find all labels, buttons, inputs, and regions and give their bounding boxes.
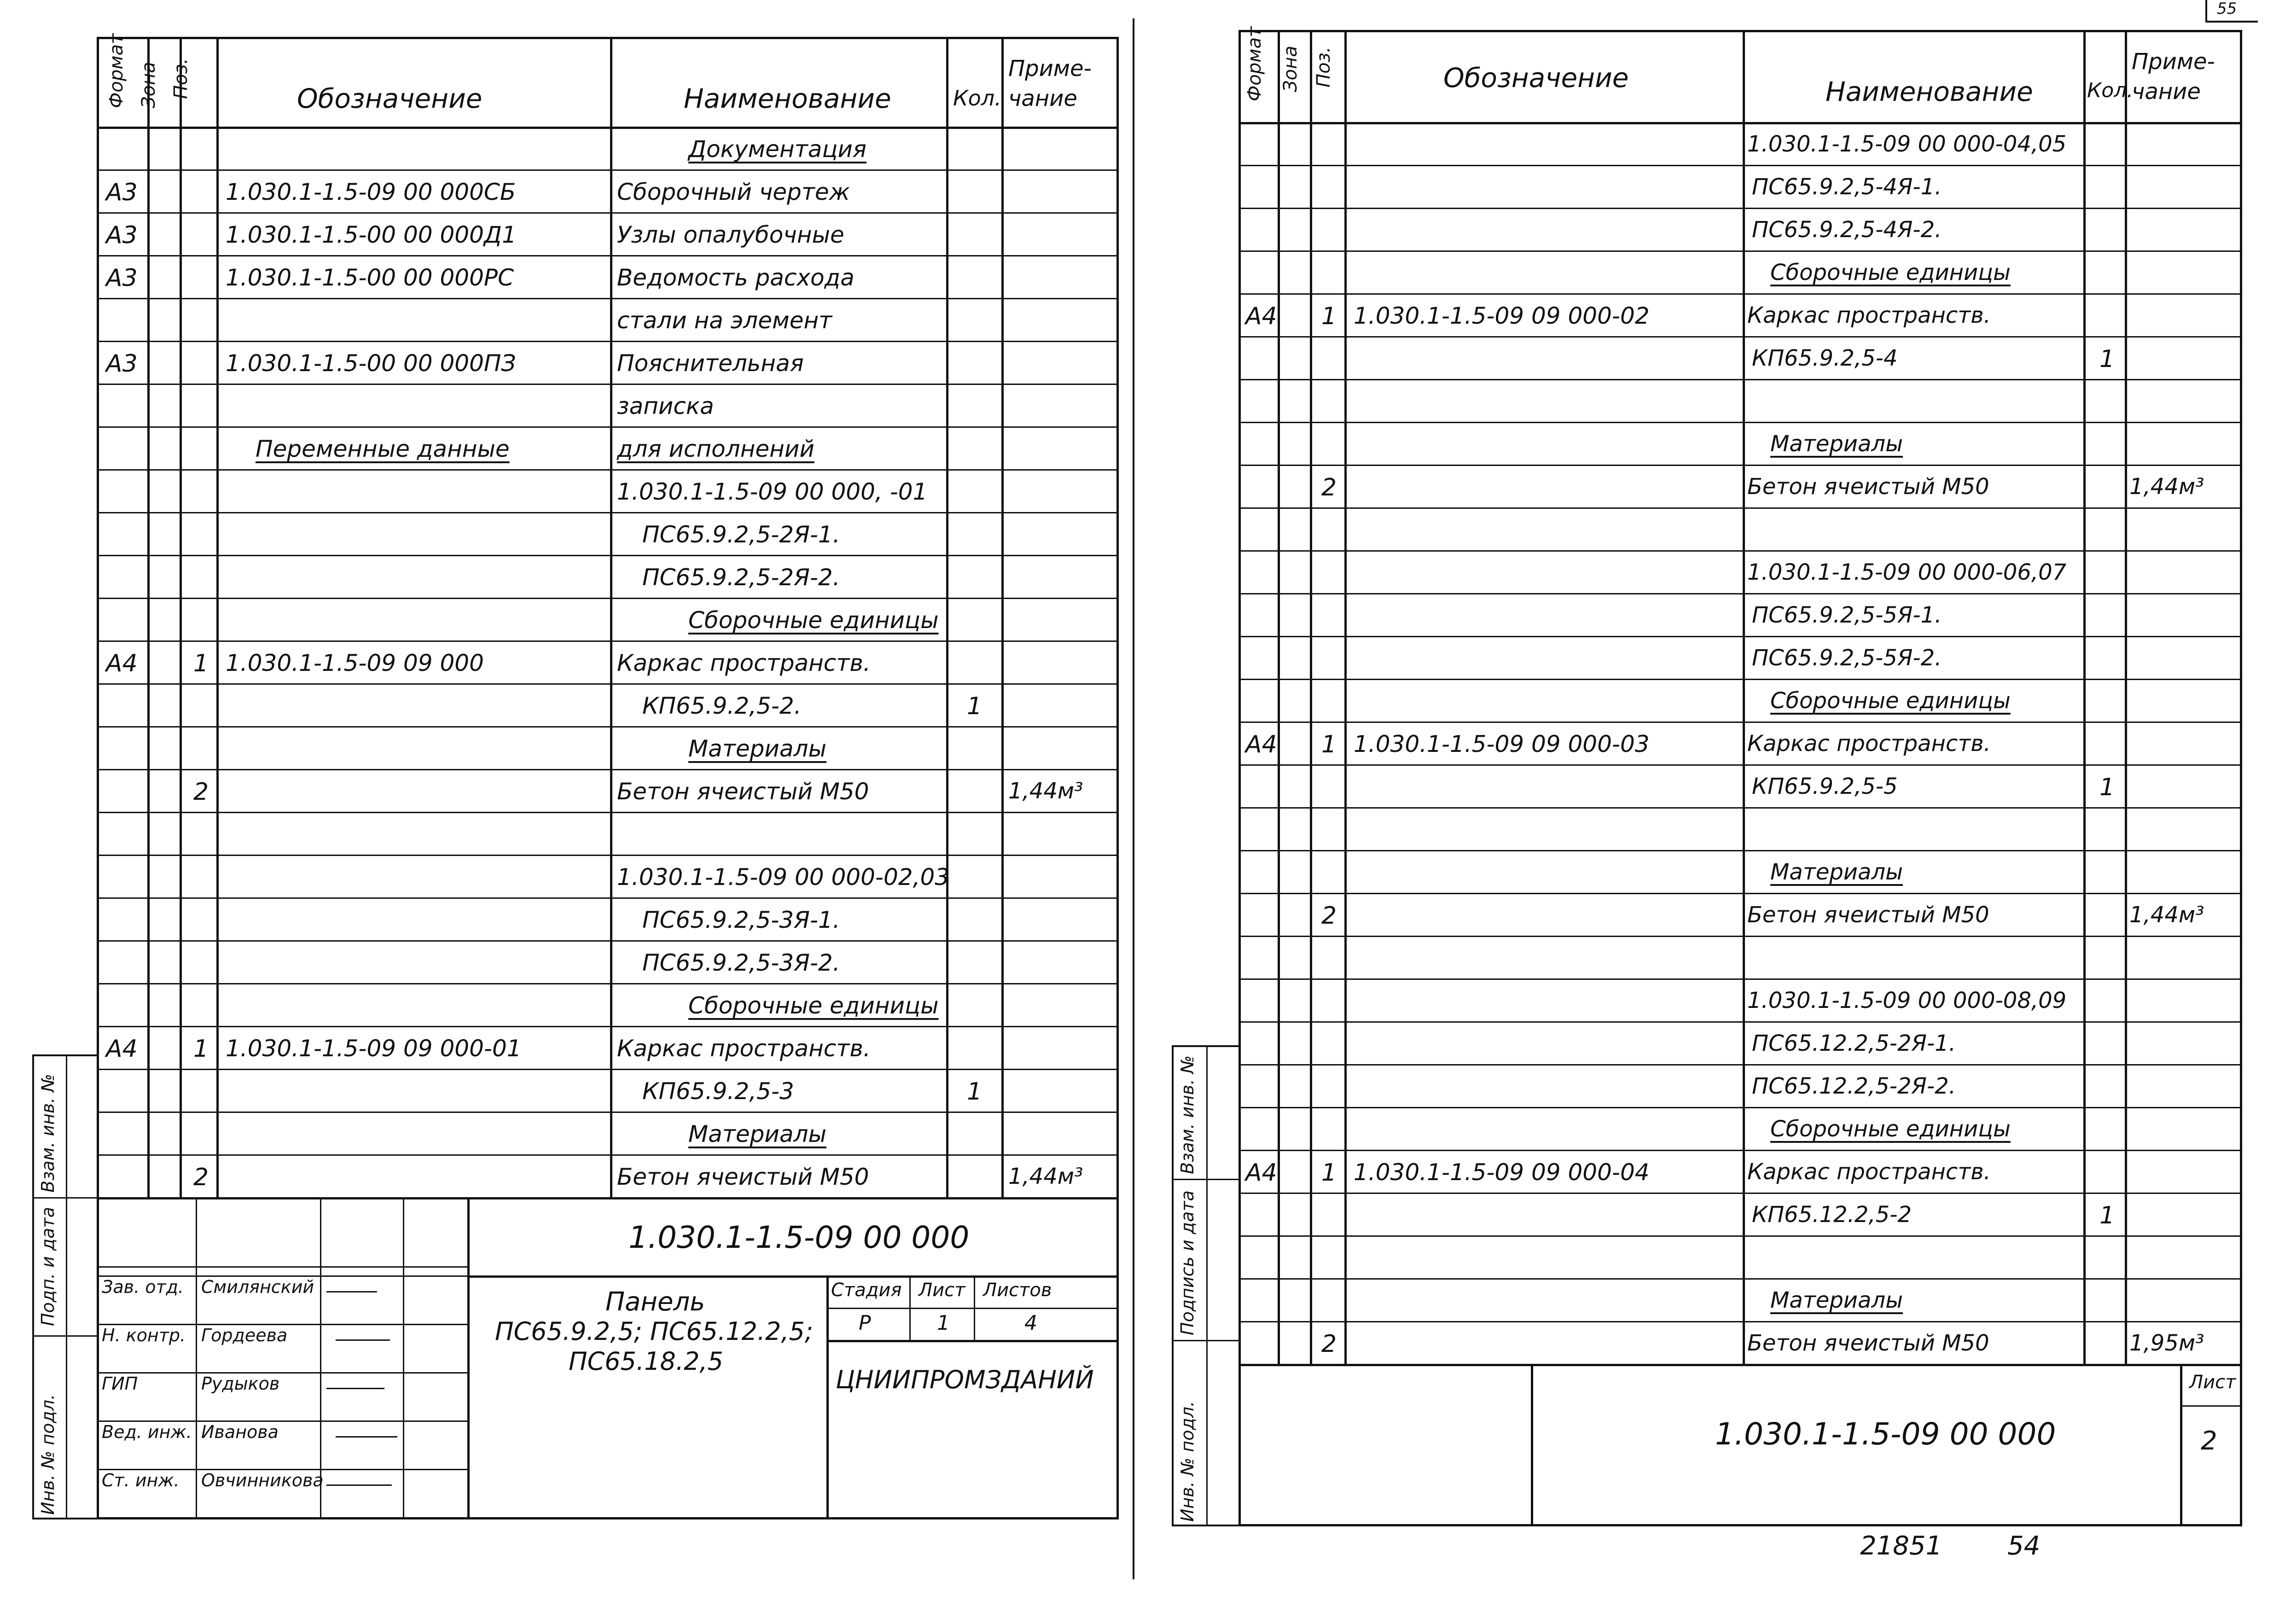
- signature-mark: [335, 1327, 396, 1341]
- column-line: [2083, 32, 2086, 1364]
- rule-line: [99, 127, 1116, 129]
- cell-name: Сборочные единицы: [1770, 688, 2011, 714]
- column-line: [2180, 1364, 2182, 1524]
- sheets-value: 4: [1024, 1311, 1037, 1335]
- signature-mark: [326, 1279, 383, 1292]
- signer-role: Ст. инж.: [102, 1470, 180, 1490]
- header-format: Формат: [106, 33, 127, 108]
- cell-name: КП65.9.2,5-2.: [642, 693, 802, 719]
- cell-pos: 1: [1321, 1159, 1337, 1187]
- page-number-top: 55: [2217, 0, 2237, 18]
- cell-name: ПС65.12.2,5-2Я-1.: [1752, 1030, 1956, 1056]
- cell-designation: 1.030.1-1.5-09 09 000-01: [226, 1035, 522, 1062]
- cell-pos: 2: [193, 1164, 209, 1191]
- header-qty: Кол.: [953, 86, 1001, 111]
- rule-line: [99, 341, 1116, 342]
- cell-name: Бетон ячеистый М50: [1747, 1330, 1989, 1356]
- cell-format: А4: [1245, 1159, 1277, 1187]
- header-pos: Поз.: [1313, 47, 1334, 87]
- cell-name: КП65.12.2,5-2: [1752, 1202, 1912, 1228]
- rule-line: [1241, 1235, 2240, 1237]
- cell-name: Каркас пространств.: [617, 650, 871, 676]
- rule-line: [1241, 807, 2240, 809]
- cell-name: КП65.9.2,5-3: [642, 1078, 794, 1105]
- signer-name: Гордеева: [201, 1325, 288, 1345]
- cell-name: Бетон ячеистый М50: [1747, 902, 1989, 928]
- rule-line: [1241, 1321, 2240, 1322]
- cell-name: ПС65.9.2,5-3Я-2.: [642, 949, 840, 976]
- center-divider: [1133, 18, 1134, 1579]
- signer-name: Овчинникова: [201, 1470, 324, 1490]
- header-qty: Кол.: [2087, 79, 2134, 102]
- cell-name: 1.030.1-1.5-09 00 000-06,07: [1747, 559, 2067, 585]
- rule-line: [99, 469, 1116, 471]
- cell-pos: 1: [1321, 303, 1337, 330]
- cell-name: Пояснительная: [617, 350, 804, 377]
- cell-name: для исполнений: [617, 436, 814, 462]
- rule-line: [1241, 593, 2240, 594]
- header-zone: Зона: [138, 62, 159, 108]
- column-line: [1531, 1364, 1533, 1524]
- header-name: Наименование: [684, 83, 891, 114]
- rule-line: [99, 855, 1116, 856]
- cell-note: 1,95м³: [2129, 1330, 2204, 1356]
- cell-note: 1,44м³: [1008, 778, 1083, 804]
- rule-line: [1241, 850, 2240, 851]
- cell-note: 1,44м³: [2129, 474, 2204, 500]
- cell-name: стали на элемент: [617, 307, 832, 334]
- cell-designation: Переменные данные: [256, 436, 510, 462]
- cell-name: Материалы: [688, 735, 826, 762]
- column-line: [2125, 32, 2127, 1364]
- cell-name: ПС65.9.2,5-4Я-2.: [1752, 217, 1942, 243]
- signature-mark: [335, 1424, 403, 1438]
- rule-line: [99, 640, 1116, 642]
- cell-name: Материалы: [1770, 859, 1903, 885]
- rule-line: [99, 897, 1116, 899]
- archive-number: 21851: [1860, 1531, 1942, 1561]
- column-line: [826, 1275, 829, 1517]
- cell-format: А3: [106, 350, 138, 378]
- cell-designation: 1.030.1-1.5-09 09 000-03: [1354, 731, 1650, 757]
- signer-role: Н. контр.: [102, 1325, 186, 1345]
- signer-role: Зав. отд.: [102, 1277, 184, 1297]
- cell-format: А3: [106, 179, 138, 206]
- cell-designation: 1.030.1-1.5-09 09 000-04: [1354, 1159, 1650, 1186]
- column-line: [320, 1197, 321, 1517]
- cell-name: КП65.9.2,5-5: [1752, 774, 1898, 799]
- cell-pos: 1: [1321, 731, 1337, 758]
- cell-name: записка: [617, 393, 714, 419]
- rule-line: [2180, 1405, 2240, 1407]
- rule-line: [1241, 936, 2240, 937]
- title-line: ПС65.9.2,5; ПС65.12.2,5;: [495, 1317, 814, 1346]
- rule-line: [99, 1026, 1116, 1027]
- rule-line: [99, 812, 1116, 813]
- cell-name: Бетон ячеистый М50: [1747, 474, 1989, 500]
- rule-line: [826, 1308, 1116, 1309]
- right-side-label-sign: Подпись и дата: [1177, 1190, 1198, 1335]
- cell-designation: 1.030.1-1.5-00 00 000РС: [226, 264, 514, 291]
- rule-line: [467, 1275, 1116, 1278]
- cell-name: Документация: [688, 136, 866, 163]
- footer-sheet-label: Лист: [2189, 1372, 2236, 1393]
- rule-line: [1241, 293, 2240, 295]
- cell-name: Каркас пространств.: [1747, 303, 1991, 328]
- cell-name: Материалы: [1770, 431, 1903, 457]
- rule-line: [99, 1154, 1116, 1156]
- rule-line: [99, 426, 1116, 428]
- column-line: [467, 1197, 470, 1517]
- rule-line: [99, 769, 1116, 770]
- cell-name: Бетон ячеистый М50: [617, 1164, 869, 1190]
- rule-line: [1241, 636, 2240, 637]
- cell-name: Сборочные единицы: [1770, 260, 2011, 285]
- right-side-label-inv: Инв. № подл.: [1177, 1401, 1198, 1522]
- cell-name: ПС65.9.2,5-2Я-2.: [642, 564, 840, 591]
- header-format: Формат: [1244, 26, 1265, 101]
- cell-pos: 1: [193, 1035, 209, 1063]
- left-sheet: [97, 33, 1119, 1519]
- cell-format: А4: [106, 1035, 138, 1063]
- stage-label: Стадия: [831, 1280, 902, 1301]
- cell-qty: 1: [2099, 1202, 2115, 1229]
- cell-name: Каркас пространств.: [1747, 731, 1991, 757]
- rule-line: [99, 598, 1116, 599]
- sheet-label: Лист: [919, 1280, 965, 1301]
- rule-line: [99, 1112, 1116, 1113]
- signer-role: ГИП: [102, 1374, 138, 1394]
- cell-name: 1.030.1-1.5-09 00 000-04,05: [1747, 131, 2067, 157]
- cell-format: А3: [106, 264, 138, 292]
- cell-name: Материалы: [1770, 1287, 1903, 1313]
- rule-line: [1241, 893, 2240, 894]
- rule-line: [1241, 679, 2240, 680]
- rule-line: [99, 1197, 1116, 1199]
- title-doc-number: 1.030.1-1.5-09 00 000: [628, 1220, 970, 1255]
- rule-line: [99, 512, 1116, 513]
- header-zone: Зона: [1280, 46, 1301, 92]
- cell-note: 1,44м³: [2129, 902, 2204, 928]
- rule-line: [1241, 465, 2240, 466]
- signer-name: Смилянский: [201, 1277, 314, 1297]
- signer-role: Вед. инж.: [102, 1422, 192, 1442]
- rule-line: [1241, 507, 2240, 509]
- rule-line: [1241, 165, 2240, 166]
- cell-qty: 1: [2099, 345, 2115, 373]
- header-note: чание: [1008, 86, 1077, 111]
- footer-sheet-value: 2: [2201, 1426, 2217, 1456]
- signer-name: Рудыков: [201, 1374, 280, 1394]
- rule-line: [1241, 550, 2240, 552]
- cell-name: Сборочные единицы: [688, 607, 939, 634]
- cell-designation: 1.030.1-1.5-00 00 000ПЗ: [226, 350, 516, 377]
- column-line: [1310, 32, 1312, 1364]
- rule-line: [1241, 336, 2240, 338]
- cell-format: А4: [1245, 303, 1277, 330]
- rule-line: [1241, 122, 2240, 124]
- header-note: Приме-: [1008, 56, 1092, 81]
- rule-line: [1241, 1107, 2240, 1108]
- cell-name: ПС65.12.2,5-2Я-2.: [1752, 1073, 1956, 1099]
- header-designation: Обозначение: [1443, 62, 1629, 93]
- rule-line: [1241, 978, 2240, 980]
- rule-line: [99, 940, 1116, 942]
- cell-name: Каркас пространств.: [617, 1035, 871, 1062]
- cell-name: Сборочные единицы: [688, 992, 939, 1019]
- rule-line: [1241, 1021, 2240, 1023]
- signer-name: Иванова: [201, 1422, 279, 1442]
- rule-line: [1241, 1364, 2240, 1366]
- rule-line: [99, 255, 1116, 256]
- rule-line: [99, 1069, 1116, 1070]
- cell-qty: 1: [2099, 774, 2115, 801]
- column-line: [1344, 32, 1347, 1364]
- rule-line: [1241, 1150, 2240, 1151]
- rule-line: [1241, 250, 2240, 252]
- cell-name: Каркас пространств.: [1747, 1159, 1991, 1185]
- cell-name: 1.030.1-1.5-09 00 000-08,09: [1747, 988, 2067, 1013]
- rule-line: [99, 555, 1116, 556]
- title-line: ПС65.18.2,5: [569, 1347, 723, 1376]
- stage-value: Р: [859, 1311, 871, 1335]
- column-line: [196, 1197, 197, 1517]
- cell-pos: 2: [1321, 474, 1337, 501]
- cell-name: ПС65.9.2,5-3Я-1.: [642, 907, 840, 933]
- cell-name: Сборочный чертеж: [617, 179, 850, 205]
- cell-name: КП65.9.2,5-4: [1752, 345, 1898, 371]
- cell-name: Бетон ячеистый М50: [617, 778, 869, 805]
- header-designation: Обозначение: [297, 83, 483, 114]
- title-line: Панель: [605, 1287, 705, 1317]
- cell-name: ПС65.9.2,5-4Я-1.: [1752, 174, 1942, 200]
- cell-designation: 1.030.1-1.5-09 09 000-02: [1354, 303, 1650, 329]
- rule-line: [1241, 422, 2240, 423]
- cell-format: А4: [106, 650, 138, 677]
- rule-line: [99, 983, 1116, 984]
- footer-doc-number: 1.030.1-1.5-09 00 000: [1715, 1416, 2056, 1452]
- rule-line: [1241, 379, 2240, 380]
- sheets-label: Листов: [983, 1280, 1052, 1301]
- rule-line: [1241, 764, 2240, 766]
- column-line: [1278, 32, 1280, 1364]
- cell-name: Узлы опалубочные: [617, 221, 844, 248]
- cell-name: 1.030.1-1.5-09 00 000, -01: [617, 478, 928, 505]
- rule-line: [1241, 722, 2240, 723]
- cell-name: ПС65.9.2,5-5Я-1.: [1752, 602, 1942, 628]
- rule-line: [1241, 1193, 2240, 1194]
- side-label-sign: Подп. и дата: [38, 1207, 58, 1326]
- rule-line: [99, 384, 1116, 385]
- header-name: Наименование: [1826, 76, 2033, 107]
- archive-page: 54: [2007, 1531, 2041, 1561]
- cell-name: Ведомость расхода: [617, 264, 855, 291]
- right-sheet: [1239, 26, 2242, 1526]
- rule-line: [99, 683, 1116, 685]
- column-line: [403, 1197, 404, 1517]
- signature-mark: [326, 1376, 390, 1389]
- header-pos: Поз.: [170, 58, 192, 99]
- rule-line: [1241, 1064, 2240, 1065]
- rule-line: [99, 212, 1116, 214]
- rule-line: [99, 726, 1116, 728]
- cell-designation: 1.030.1-1.5-09 00 000СБ: [226, 179, 516, 205]
- rule-line: [826, 1340, 1116, 1342]
- cell-pos: 2: [1321, 1330, 1337, 1358]
- cell-name: ПС65.9.2,5-2Я-1.: [642, 521, 840, 548]
- right-side-label-replace: Взам. инв. №: [1177, 1055, 1198, 1174]
- cell-qty: 1: [967, 693, 983, 720]
- cell-format: А4: [1245, 731, 1277, 758]
- cell-designation: 1.030.1-1.5-09 09 000: [226, 650, 484, 676]
- side-label-replace: Взам. инв. №: [38, 1073, 58, 1193]
- rule-line: [1241, 208, 2240, 209]
- cell-name: ПС65.9.2,5-5Я-2.: [1752, 645, 1942, 671]
- cell-name: Материалы: [688, 1121, 826, 1147]
- cell-format: А3: [106, 221, 138, 249]
- cell-pos: 2: [193, 778, 209, 806]
- rule-line: [1241, 1278, 2240, 1280]
- cell-pos: 2: [1321, 902, 1337, 930]
- sheet-value: 1: [937, 1311, 950, 1335]
- organization-name: ЦНИИПРОМЗДАНИЙ: [836, 1365, 1094, 1394]
- cell-note: 1,44м³: [1008, 1164, 1083, 1189]
- cell-pos: 1: [193, 650, 209, 677]
- cell-qty: 1: [967, 1078, 983, 1106]
- cell-designation: 1.030.1-1.5-00 00 000Д1: [226, 221, 517, 248]
- cell-name: Сборочные единицы: [1770, 1116, 2011, 1142]
- column-line: [1743, 32, 1745, 1364]
- side-label-inv: Инв. № подл.: [38, 1394, 58, 1515]
- rule-line: [99, 169, 1116, 171]
- cell-name: 1.030.1-1.5-09 00 000-02,03: [617, 864, 950, 891]
- rule-line: [99, 1372, 467, 1374]
- rule-line: [99, 1266, 467, 1268]
- header-note: Приме-: [2132, 49, 2215, 75]
- signature-mark: [326, 1473, 398, 1486]
- rule-line: [99, 298, 1116, 299]
- header-note: чание: [2132, 79, 2201, 105]
